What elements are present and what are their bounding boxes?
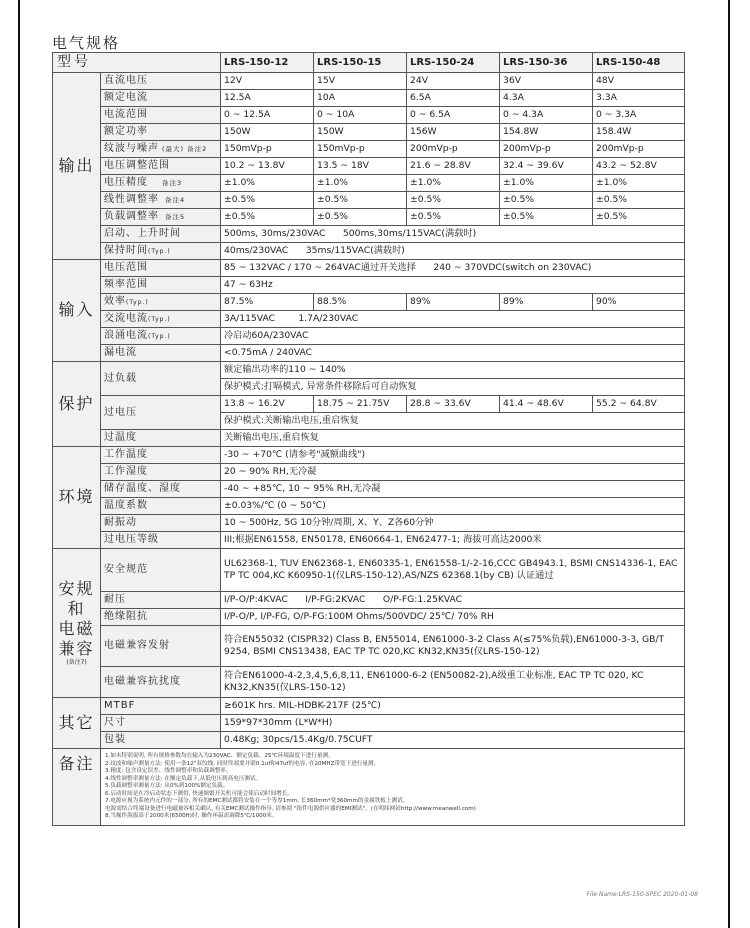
cell: ±0.5%	[407, 192, 500, 209]
group-others: 其它	[53, 698, 101, 749]
param-note: 备注3	[162, 179, 183, 188]
emc-immunity-row	[53, 667, 685, 698]
dimension-row	[53, 715, 685, 732]
param-label: 保持时间	[104, 245, 148, 257]
cell: 20 ~ 90% RH,无冷凝	[221, 464, 685, 481]
param-name: 包装	[101, 732, 221, 749]
group-input: 输入	[53, 260, 101, 362]
mtbf-row	[53, 698, 685, 715]
model-name: LRS-150-24	[407, 53, 500, 73]
param-name: 耐压	[101, 592, 221, 609]
model-name: LRS-150-15	[314, 53, 407, 73]
param-name: 耐振动	[101, 515, 221, 532]
cell: 0 ~ 10A	[314, 107, 407, 124]
cell: 200mVp-p	[500, 141, 593, 158]
work-temp-row	[53, 447, 685, 464]
cell: 40ms/230VAC 35ms/115VAC(满载时)	[221, 243, 685, 260]
cell: 41.4 ~ 48.6V	[500, 396, 593, 413]
param-name: 绝缘阻抗	[101, 609, 221, 626]
cell: UL62368-1, TUV EN62368-1, EN60335-1, EN61558-1/-2-16,CCC GB4943.1, BSMI CNS14336-1, EAC TP TC 004,KC K60950-1(仅LRS-150-12),AS/NZS 62368.1(by CB) 认证通过	[221, 549, 685, 592]
cell: 28.8 ~ 33.6V	[407, 396, 500, 413]
group-line: 电磁	[58, 619, 95, 639]
cell: ±1.0%	[314, 175, 407, 192]
param-name: 电磁兼容抗扰度	[101, 667, 221, 698]
group-environment: 环境	[53, 447, 101, 549]
load-reg-row	[53, 209, 685, 226]
cell: 符合EN55032 (CISPR32) Class B, EN55014, EN61000-3-2 Class A(≤75%负载),EN61000-3-3, GB/T 9254, BSMI CNS13438, EAC TP TC 020,KC KN32,KN35(仅LRS-150-12)	[221, 626, 685, 667]
cell: ±0.5%	[593, 209, 685, 226]
param-name: 尺寸	[101, 715, 221, 732]
packing-row	[53, 732, 685, 749]
cell: 89%	[407, 294, 500, 311]
freq-row	[53, 277, 685, 294]
cell: 88.5%	[314, 294, 407, 311]
current-range-row	[53, 107, 685, 124]
param-label: 浪涌电流	[104, 330, 148, 342]
cell: 90%	[593, 294, 685, 311]
param-note: (最大) 备注2	[162, 145, 208, 154]
cell: ±0.5%	[221, 209, 314, 226]
param-name	[101, 209, 221, 226]
line-reg-row	[53, 192, 685, 209]
note-item: 6.启动时间是在冷启动状态下测得, 快速频繁开关机可能会使启动时间增长。	[105, 790, 293, 797]
isolation-row	[53, 609, 685, 626]
rated-current-row	[53, 90, 685, 107]
param-name: 安全规范	[101, 549, 221, 592]
cell: 10A	[314, 90, 407, 107]
cell: 15V	[314, 73, 407, 90]
model-name: LRS-150-36	[500, 53, 593, 73]
cell: 24V	[407, 73, 500, 90]
param-name: 电压范围	[101, 260, 221, 277]
page-title: 电气规格	[52, 34, 121, 52]
overtemp-row	[53, 430, 685, 447]
cell: 冷启动60A/230VAC	[221, 328, 685, 345]
cell: 12V	[221, 73, 314, 90]
model-header-row	[53, 53, 685, 73]
note-item: 电源需结合终端设备进行电磁兼容相关确认, 有关EMC测试操作指导, 请参阅 "组件电源供应器的EMI测试"。(在明纬网站http://www.meanwell.com)	[105, 805, 476, 812]
param-name: 过电压	[101, 396, 221, 430]
cell: ±0.5%	[314, 192, 407, 209]
model-name: LRS-150-12	[221, 53, 314, 73]
param-name	[101, 294, 221, 311]
cell: 0 ~ 6.5A	[407, 107, 500, 124]
param-name: 电压调整范围	[101, 158, 221, 175]
param-name: 额定功率	[101, 124, 221, 141]
ac-current-row	[53, 311, 685, 328]
cell: 10.2 ~ 13.8V	[221, 158, 314, 175]
spec-table	[52, 52, 685, 826]
cell: 0 ~ 12.5A	[221, 107, 314, 124]
cell: ±1.0%	[500, 175, 593, 192]
group-note: (备注7)	[66, 659, 87, 667]
cell: 32.4 ~ 39.6V	[500, 158, 593, 175]
group-protection: 保护	[53, 362, 101, 447]
cell: 89%	[500, 294, 593, 311]
emc-emission-row	[53, 626, 685, 667]
cell: I/P-O/P:4KVAC I/P-FG:2KVAC O/P-FG:1.25KVAC	[221, 592, 685, 609]
param-label: 交流电流	[104, 313, 148, 325]
efficiency-row	[53, 294, 685, 311]
notes-content	[101, 749, 685, 826]
cell: 200mVp-p	[407, 141, 500, 158]
cell: 85 ~ 132VAC / 170 ~ 264VAC通过开关选择 240 ~ 370VDC(switch on 230VAC)	[221, 260, 685, 277]
param-name: MTBF	[101, 698, 221, 715]
ov-category-row	[53, 532, 685, 549]
cell: 156W	[407, 124, 500, 141]
cell: 3A/115VAC 1.7A/230VAC	[221, 311, 685, 328]
cell: 13.5 ~ 18V	[314, 158, 407, 175]
cell: 150mVp-p	[314, 141, 407, 158]
param-name: 过负载	[101, 362, 221, 396]
param-name: 电流范围	[101, 107, 221, 124]
cell: 158.4W	[593, 124, 685, 141]
param-name: 温度系数	[101, 498, 221, 515]
param-name	[101, 311, 221, 328]
cell: ±0.5%	[500, 192, 593, 209]
cell: 4.3A	[500, 90, 593, 107]
group-output: 输出	[53, 73, 101, 260]
cell: 87.5%	[221, 294, 314, 311]
group-line: 兼容	[58, 639, 95, 659]
param-name: 漏电流	[101, 345, 221, 362]
group-line: 和	[67, 599, 86, 619]
cell: 150mVp-p	[221, 141, 314, 158]
cell: I/P-O/P, I/P-FG, O/P-FG:100M Ohms/500VDC/ 25℃/ 70% RH	[221, 609, 685, 626]
param-name: 启动、上升时间	[101, 226, 221, 243]
param-name: 工作湿度	[101, 464, 221, 481]
model-name: LRS-150-48	[593, 53, 685, 73]
param-name: 工作温度	[101, 447, 221, 464]
cell: 55.2 ~ 64.8V	[593, 396, 685, 413]
cell: ≥601K hrs. MIL-HDBK-217F (25℃)	[221, 698, 685, 715]
cell: 47 ~ 63Hz	[221, 277, 685, 294]
note-item: 4.线性调整率测量方法: 在额定负载下,从低电压到高电压测试。	[105, 775, 262, 782]
param-unit: (Typ.)	[126, 299, 149, 307]
hold-row	[53, 243, 685, 260]
param-note: 备注5	[165, 213, 186, 222]
cell: 符合EN61000-4-2,3,4,5,6,8,11, EN61000-6-2 (EN50082-2),A级重工业标准, EAC TP TC 020, KC KN32,KN35(仅LRS-150-12)	[221, 667, 685, 698]
cell: 保护模式:打嗝模式, 异常条件移除后可自动恢复	[221, 379, 685, 396]
param-label: 效率	[104, 296, 126, 308]
param-name: 直流电压	[101, 73, 221, 90]
param-unit: (Typ.)	[148, 316, 171, 324]
cell: ±1.0%	[221, 175, 314, 192]
rated-power-row	[53, 124, 685, 141]
overload-row-1	[53, 362, 685, 379]
cell: 0 ~ 4.3A	[500, 107, 593, 124]
storage-row	[53, 481, 685, 498]
param-name: 过电压等级	[101, 532, 221, 549]
adj-range-row	[53, 158, 685, 175]
input-voltage-row	[53, 260, 685, 277]
cell: III;根据EN61558, EN50178, EN60664-1, EN62477-1; 海拔可高达2000米	[221, 532, 685, 549]
cell: ±0.03%/℃ (0 ~ 50℃)	[221, 498, 685, 515]
output-voltage-row	[53, 73, 685, 90]
cell: 48V	[593, 73, 685, 90]
cell: 21.6 ~ 28.8V	[407, 158, 500, 175]
vibration-row	[53, 515, 685, 532]
model-label: 型号	[53, 53, 221, 73]
param-label: 线性调整率	[104, 194, 159, 206]
param-name: 额定电流	[101, 90, 221, 107]
cell: 500ms, 30ms/230VAC 500ms,30ms/115VAC(满载时)	[221, 226, 685, 243]
overvoltage-row-1	[53, 396, 685, 413]
work-humidity-row	[53, 464, 685, 481]
param-label: 负载调整率	[104, 211, 159, 223]
cell: ±0.5%	[593, 192, 685, 209]
param-note: 备注4	[165, 196, 186, 205]
cell: 159*97*30mm (L*W*H)	[221, 715, 685, 732]
leakage-row	[53, 345, 685, 362]
note-item: 3.精度: 包含设定误差、线性调整率和负载调整率。	[105, 768, 232, 775]
param-label: 纹波与噪声	[104, 143, 159, 155]
cell: <0.75mA / 240VAC	[221, 345, 685, 362]
group-line: 安规	[58, 579, 95, 599]
cell: 150W	[221, 124, 314, 141]
cell: 0.48Kg; 30pcs/15.4Kg/0.75CUFT	[221, 732, 685, 749]
param-unit: (Typ.)	[148, 248, 171, 256]
cell: 150W	[314, 124, 407, 141]
param-name: 频率范围	[101, 277, 221, 294]
cell: -30 ~ +70℃ (请参考"减额曲线")	[221, 447, 685, 464]
cell: 43.2 ~ 52.8V	[593, 158, 685, 175]
cell: 154.8W	[500, 124, 593, 141]
param-name	[101, 192, 221, 209]
param-name: 过温度	[101, 430, 221, 447]
cell: 18.75 ~ 21.75V	[314, 396, 407, 413]
param-name: 储存温度、湿度	[101, 481, 221, 498]
cell: 额定输出功率的110 ~ 140%	[221, 362, 685, 379]
cell: ±0.5%	[407, 209, 500, 226]
note-item: 1.如未特别说明, 所有规格参数均在输入为230VAC、额定负载、25℃环境温度下进行量测。	[105, 753, 334, 759]
cell: ±0.5%	[221, 192, 314, 209]
cell: ±0.5%	[500, 209, 593, 226]
param-name: 电磁兼容发射	[101, 626, 221, 667]
note-item: 5.负载调整率测量方法: 从0%到100%额定负载。	[105, 783, 229, 790]
temp-coeff-row	[53, 498, 685, 515]
param-label: 电压精度	[104, 177, 148, 189]
tolerance-row	[53, 175, 685, 192]
note-item: 2.纹波和噪声测量方法: 使用一条12"双绞线, 同时终端要并联0.1uf和47uf的电容, 在20MHZ带宽下进行量测。	[105, 760, 380, 767]
cell: ±0.5%	[314, 209, 407, 226]
cell: 3.3A	[593, 90, 685, 107]
cell: 200mVp-p	[593, 141, 685, 158]
group-safety-emc	[53, 549, 101, 698]
param-name	[101, 175, 221, 192]
group-notes: 备注	[53, 749, 101, 826]
setup-row	[53, 226, 685, 243]
cell: ±1.0%	[593, 175, 685, 192]
ripple-row	[53, 141, 685, 158]
param-name	[101, 328, 221, 345]
cell: 0 ~ 3.3A	[593, 107, 685, 124]
cell: 保护模式:关断输出电压,重启恢复	[221, 413, 685, 430]
cell: 6.5A	[407, 90, 500, 107]
cell: ±1.0%	[407, 175, 500, 192]
note-item: 8.当操作海拔高于2000米(6500ft)时, 操作环温需调降5℃/1000米。	[105, 813, 278, 820]
cell: 36V	[500, 73, 593, 90]
cell: 13.8 ~ 16.2V	[221, 396, 314, 413]
note-item: 7.电源应视为系统内元件的一部分, 所有的EMC测试都将安装在一个等厚1mm, 长360mm*宽360mm的金属铁板上测试。	[105, 798, 409, 805]
param-name	[101, 141, 221, 158]
cell: 关断输出电压,重启恢复	[221, 430, 685, 447]
inrush-row	[53, 328, 685, 345]
cell: -40 ~ +85℃, 10 ~ 95% RH,无冷凝	[221, 481, 685, 498]
cell: 10 ~ 500Hz, 5G 10分钟/周期, X、Y、Z各60分钟	[221, 515, 685, 532]
notes-row	[53, 749, 685, 826]
withstand-row	[53, 592, 685, 609]
file-name-footer: File Name:LRS-150-SPEC 2020-01-08	[586, 891, 698, 898]
param-unit: (Typ.)	[148, 333, 171, 341]
cell: 12.5A	[221, 90, 314, 107]
param-name	[101, 243, 221, 260]
safety-standards-row	[53, 549, 685, 592]
